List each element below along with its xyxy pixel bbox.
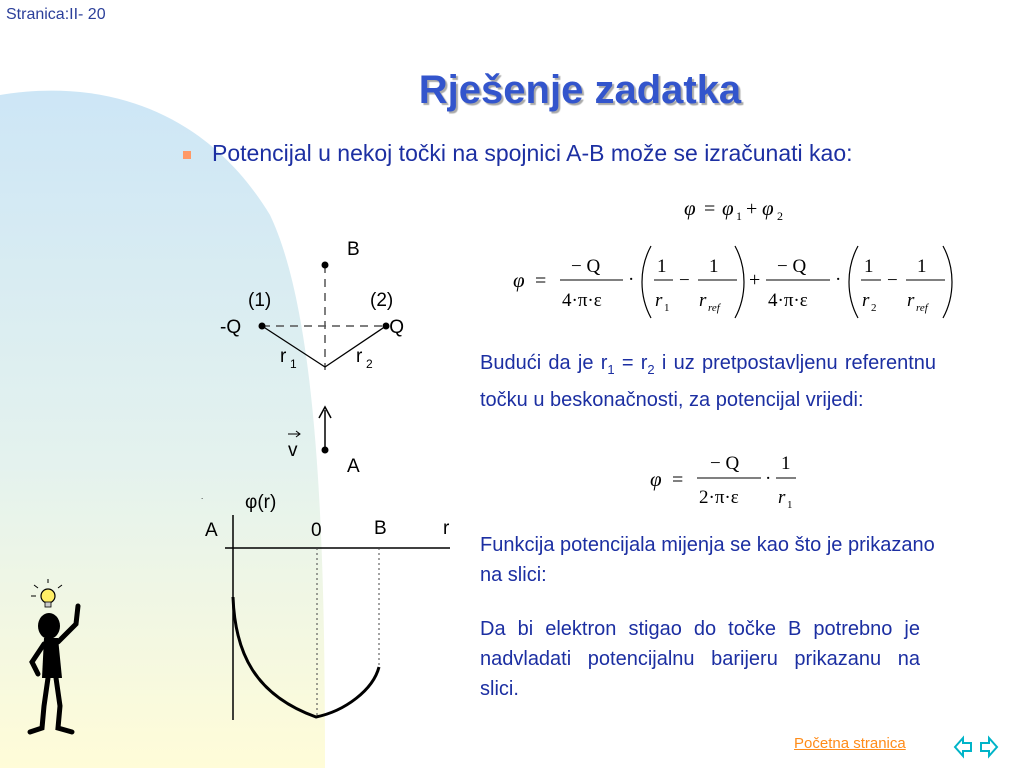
f2-rref2: r — [907, 290, 915, 311]
graph-label-b: B — [374, 518, 387, 539]
f2-plus: + — [749, 269, 761, 291]
p1-text-a: Budući da je r — [480, 352, 608, 374]
paragraph-assumption — [480, 348, 936, 415]
f2-minus1: − — [679, 270, 690, 291]
charge-left-dot — [259, 323, 266, 330]
graph-dot-mark: . — [201, 492, 204, 501]
bullet-text: Potencijal u nekoj točki na spojnici A-B može se izračunati kao: — [212, 140, 853, 166]
formula-sum-phi1: φ — [722, 196, 734, 220]
f3-eq: = — [672, 469, 684, 491]
label-b: B — [347, 239, 360, 260]
f2-dot2: · — [835, 269, 842, 290]
f2-den2: 4·π·ε — [768, 290, 808, 311]
f2-one4: 1 — [917, 256, 927, 277]
f3-den: 2·π·ε — [699, 487, 739, 508]
p1-sub-1: 1 — [607, 362, 615, 377]
f2-refsub1: ref — [708, 302, 720, 314]
charge-diagram — [210, 230, 410, 480]
f2-num1: − Q — [571, 256, 601, 277]
f2-one3: 1 — [864, 256, 874, 277]
formula-full — [505, 238, 960, 324]
graph-label-r: r — [443, 518, 450, 539]
formula-sum-phi: φ — [684, 196, 696, 220]
potential-curve — [233, 597, 379, 717]
f2-rref1: r — [699, 290, 707, 311]
f3-rsub: 1 — [787, 499, 793, 511]
nav-forward-icon — [981, 738, 997, 756]
f3-num: − Q — [710, 453, 740, 474]
p1-sub-2: 2 — [647, 362, 655, 377]
f2-one1: 1 — [657, 256, 667, 277]
formula-sum-sub1: 1 — [736, 209, 742, 223]
p1-text-c: i uz pretpostavljenu referentnu točku u beskonačnosti, za potencijal vrijedi: — [480, 352, 937, 411]
label-r1-sub: 1 — [290, 357, 297, 371]
f2-r1: r — [655, 290, 663, 311]
label-a: A — [347, 456, 360, 477]
potential-graph — [195, 485, 460, 725]
home-link[interactable]: Početna stranica — [794, 735, 906, 752]
graph-label-zero: 0 — [311, 520, 322, 541]
graph-phi-label: φ(r) — [245, 492, 277, 513]
f2-r1sub: 1 — [664, 302, 670, 314]
formula-sum-eq: = — [704, 198, 716, 220]
f2-refsub2: ref — [916, 302, 928, 314]
point-b — [322, 262, 329, 269]
charge-left-label: -Q — [220, 317, 242, 338]
f2-minus2: − — [887, 270, 898, 291]
formula-sum-phi2: φ — [762, 196, 774, 220]
nav-back-icon — [955, 738, 971, 756]
label-1: (1) — [248, 290, 272, 311]
f2-r2: r — [862, 290, 870, 311]
formula-simplified — [640, 445, 810, 515]
page-title: Rješenje zadatka — [418, 68, 742, 112]
paragraph-barrier: Da bi elektron stigao do točke B potrebno je nadvladati potencijalnu barijeru prikazanu na slici. — [480, 618, 920, 700]
f3-phi: φ — [650, 467, 662, 491]
formula-sum — [680, 195, 820, 227]
label-v: v — [288, 440, 298, 461]
navigation-arrows-icon[interactable] — [951, 733, 1001, 761]
p1-text-b: = r — [614, 352, 648, 374]
bullet-marker — [183, 151, 191, 159]
f3-dot: · — [765, 468, 772, 489]
label-r2: r — [356, 346, 363, 367]
f2-r2sub: 2 — [871, 302, 877, 314]
formula-sum-sub2: 2 — [777, 209, 783, 223]
f2-num2: − Q — [777, 256, 807, 277]
lightbulb-figure-icon — [18, 578, 98, 738]
charge-right-label: -Q — [382, 317, 404, 338]
label-r1: r — [280, 346, 287, 367]
f2-dot1: · — [628, 269, 635, 290]
f2-eq: = — [535, 270, 547, 292]
label-2: (2) — [370, 290, 394, 311]
f3-one: 1 — [781, 453, 791, 474]
formula-sum-plus: + — [746, 198, 758, 220]
f2-one2: 1 — [709, 256, 719, 277]
page-number: Stranica:II- 20 — [6, 6, 106, 23]
label-r2-sub: 2 — [366, 357, 373, 371]
f3-r: r — [778, 487, 786, 508]
f2-den1: 4·π·ε — [562, 290, 602, 311]
paragraph-function: Funkcija potencijala mijenja se kao što je prikazano na slici: — [480, 534, 935, 586]
f2-phi: φ — [513, 268, 525, 292]
graph-label-a: A — [205, 520, 218, 541]
